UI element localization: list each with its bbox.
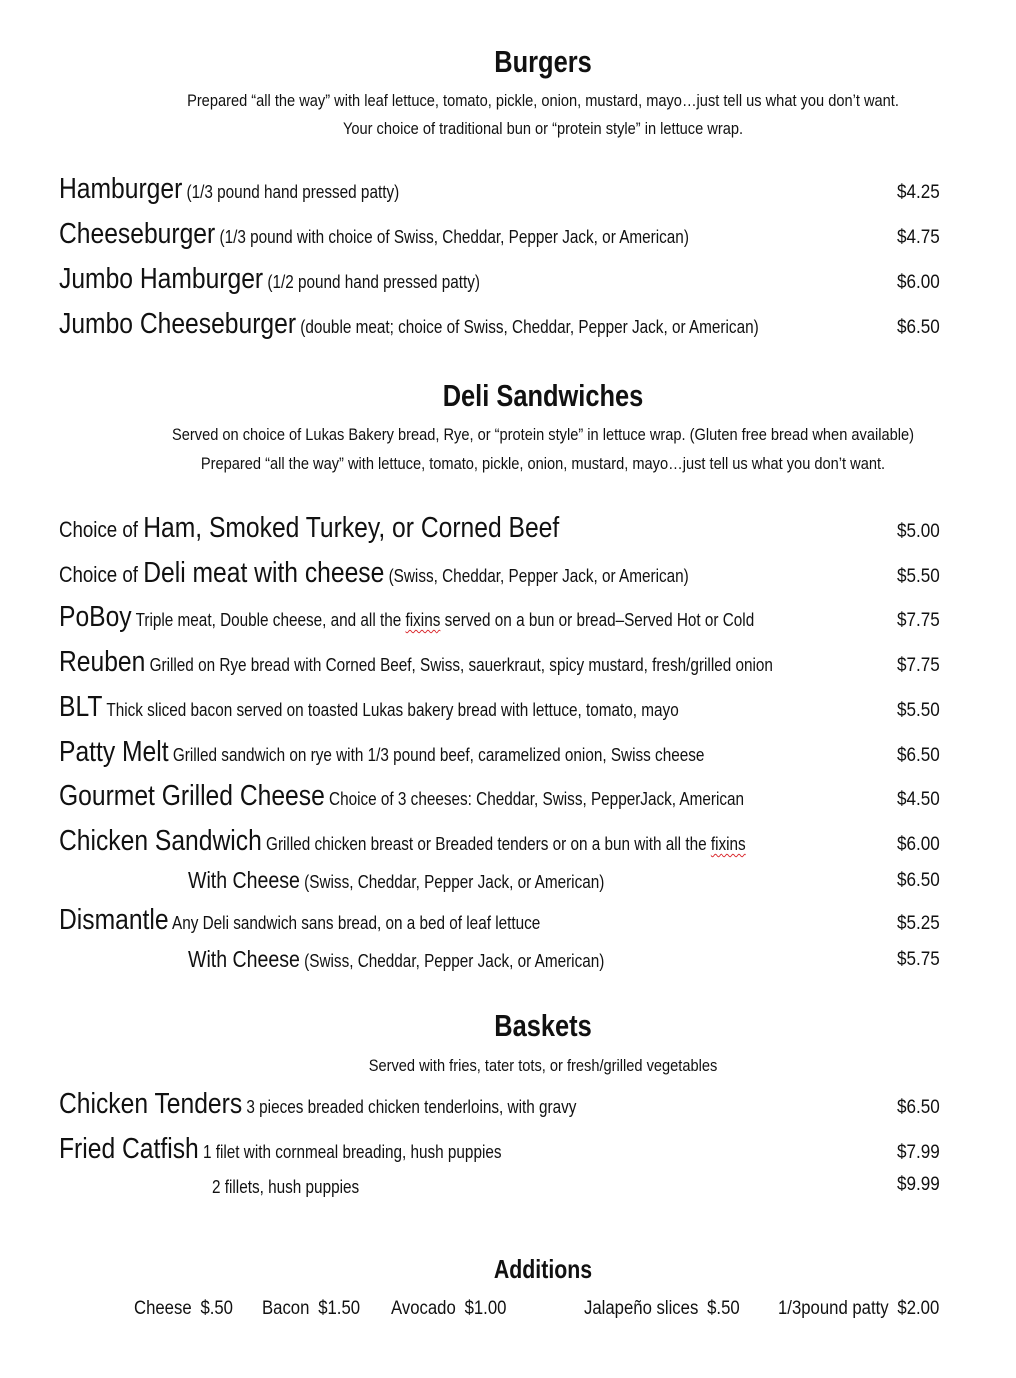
baskets-note: Served with fries, tater tots, or fresh/grilled vegetables: [368, 1056, 718, 1075]
item-price: $6.50: [897, 1097, 940, 1118]
burgers-note-2: Your choice of traditional bun or “protein style” in lettuce wrap.: [342, 119, 744, 138]
item-price: $6.50: [897, 317, 940, 338]
item-price: $4.50: [897, 789, 940, 810]
subitem-description: (Swiss, Cheddar, Pepper Jack, or American): [299, 872, 605, 892]
item-name: Gourmet Grilled Cheese: [59, 780, 325, 812]
menu-item-poboy: [59, 594, 1016, 634]
item-price: $6.00: [897, 272, 940, 293]
item-name: Deli meat with cheese: [143, 557, 385, 589]
item-name: Jumbo Cheeseburger: [59, 308, 297, 340]
item-price: $4.75: [897, 227, 940, 248]
item-name: Chicken Tenders: [59, 1088, 243, 1120]
item-description: Any Deli sandwich sans bread, on a bed of leaf lettuce: [168, 913, 541, 933]
item-price: $6.00: [897, 834, 940, 855]
addition-avocado: Avocado $1.00: [391, 1298, 507, 1319]
item-price: $5.50: [897, 700, 940, 721]
menu-item-fried-catfish: [59, 1126, 1016, 1166]
deli-note-2: Prepared “all the way” with lettuce, tomato, pickle, onion, mustard, mayo…just tell us what you don’t want.: [200, 454, 886, 473]
item-name: Dismantle: [59, 904, 169, 936]
menu-item-chicken-sandwich: [59, 818, 1016, 858]
item-description: Thick sliced bacon served on toasted Lukas bakery bread with lettuce, tomato, mayo: [102, 700, 679, 720]
item-prefix: Choice of: [59, 562, 144, 587]
item-description: Grilled on Rye bread with Corned Beef, Swiss, sauerkraut, spicy mustard, fresh/grilled onion: [145, 655, 773, 675]
burgers-heading: Burgers: [494, 44, 592, 79]
item-prefix: Choice of: [59, 517, 144, 542]
item-name: Hamburger: [59, 173, 183, 205]
subitem-description: 2 fillets, hush puppies: [212, 1177, 360, 1197]
item-name: BLT: [59, 691, 103, 723]
burgers-note-1: Prepared “all the way” with leaf lettuce, tomato, pickle, onion, mustard, mayo…just tell us what you don’t want.: [187, 91, 899, 110]
item-description: (1/3 pound with choice of Swiss, Cheddar, Pepper Jack, or American): [215, 227, 689, 247]
item-name: Cheeseburger: [59, 218, 216, 250]
addition-patty: 1/3pound patty $2.00: [778, 1298, 940, 1319]
item-description: 3 pieces breaded chicken tenderloins, with gravy: [242, 1097, 577, 1117]
additions-heading: Additions: [493, 1254, 593, 1284]
subitem-name: With Cheese: [188, 867, 300, 893]
item-price: $5.00: [897, 521, 940, 542]
subitem-name: With Cheese: [188, 946, 300, 972]
item-name: Fried Catfish: [59, 1133, 199, 1165]
item-price: $7.75: [897, 655, 940, 676]
menu-item-deli-meats: [59, 505, 1016, 545]
subitem-price: $5.75: [897, 949, 940, 970]
menu-item-cheeseburger: [59, 211, 1016, 251]
addition-jalapeno: Jalapeño slices $.50: [584, 1298, 740, 1319]
menu-subitem-catfish-two-fillets: [212, 1168, 992, 1198]
item-name: Jumbo Hamburger: [59, 263, 264, 295]
item-description: Grilled chicken breast or Breaded tenders or on a bun with all the fixins: [261, 834, 746, 854]
menu-item-hamburger: [59, 166, 1016, 206]
addition-bacon: Bacon $1.50: [262, 1298, 361, 1319]
subitem-price: $6.50: [897, 870, 940, 891]
item-description: Triple meat, Double cheese, and all the fixins served on a bun or bread–Served Hot or Cold: [131, 610, 755, 630]
item-name: Ham, Smoked Turkey, or Corned Beef: [143, 512, 560, 544]
menu-item-gourmet-grilled-cheese: [59, 773, 1016, 813]
menu-item-reuben: [59, 639, 1016, 679]
menu-item-jumbo-cheeseburger: [59, 301, 1016, 341]
menu-item-jumbo-hamburger: [59, 256, 1016, 296]
item-description: (double meat; choice of Swiss, Cheddar, Pepper Jack, or American): [296, 317, 759, 337]
item-description: Choice of 3 cheeses: Cheddar, Swiss, PepperJack, American: [324, 789, 745, 809]
additions-list: [0, 1290, 1016, 1320]
item-description: Grilled sandwich on rye with 1/3 pound beef, caramelized onion, Swiss cheese: [168, 745, 705, 765]
item-description: (Swiss, Cheddar, Pepper Jack, or American): [384, 566, 689, 586]
item-price: $4.25: [897, 182, 940, 203]
deli-heading: Deli Sandwiches: [442, 378, 644, 413]
menu-subitem-chicken-with-cheese: [188, 864, 988, 894]
item-name: Patty Melt: [59, 736, 169, 768]
item-name: Chicken Sandwich: [59, 825, 262, 857]
menu-item-chicken-tenders: [59, 1081, 1016, 1121]
item-description: (1/2 pound hand pressed patty): [263, 272, 481, 292]
item-price: $7.75: [897, 610, 940, 631]
menu-item-deli-cheese: [59, 550, 1016, 590]
item-price: $7.99: [897, 1142, 940, 1163]
item-name: PoBoy: [59, 601, 132, 633]
item-description: 1 filet with cornmeal breading, hush puppies: [198, 1142, 502, 1162]
item-price: $5.25: [897, 913, 940, 934]
deli-note-1: Served on choice of Lukas Bakery bread, Rye, or “protein style” in lettuce wrap. (Gluten free bread when available): [172, 425, 914, 444]
item-description: (1/3 pound hand pressed patty): [182, 182, 400, 202]
baskets-heading: Baskets: [494, 1008, 592, 1043]
menu-item-patty-melt: [59, 729, 1016, 769]
subitem-price: $9.99: [897, 1174, 940, 1195]
menu-item-blt: [59, 684, 1016, 724]
addition-cheese: Cheese $.50: [134, 1298, 233, 1319]
subitem-description: (Swiss, Cheddar, Pepper Jack, or American): [299, 951, 605, 971]
item-price: $5.50: [897, 566, 940, 587]
menu-item-dismantle: [59, 897, 1016, 937]
menu-subitem-dismantle-with-cheese: [188, 943, 988, 973]
item-name: Reuben: [59, 646, 146, 678]
item-price: $6.50: [897, 745, 940, 766]
